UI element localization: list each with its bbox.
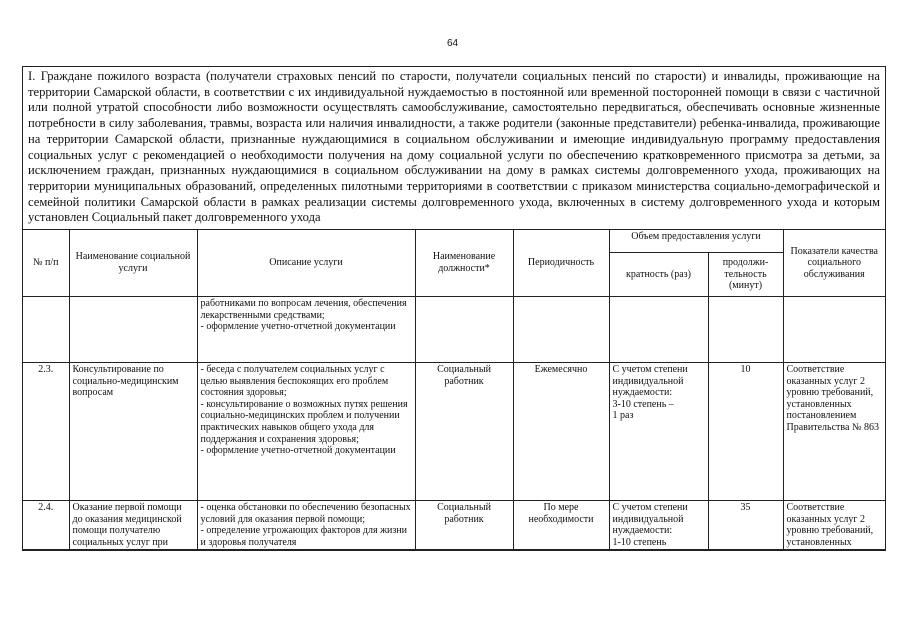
position-cell: Социальный работник [415, 501, 513, 550]
frequency-cell [609, 297, 708, 363]
header-num: № п/п [23, 230, 69, 297]
services-table [23, 230, 885, 550]
row-number-cell: 2.4. [23, 501, 69, 550]
services-table-frame [22, 66, 886, 551]
position-cell: Социальный работник [415, 363, 513, 501]
periodicity-cell: Ежемесячно [513, 363, 609, 501]
periodicity-cell: По мере необходимости [513, 501, 609, 550]
header-duration: продолжи- тельность (минут) [708, 253, 783, 297]
duration-cell: 10 [708, 363, 783, 501]
frequency-cell: С учетом степени индивидуальной нуждаемости: 1-10 степень [609, 501, 708, 550]
page-number: 64 [446, 38, 459, 49]
quality-indicators-cell: Соответствие оказанных услуг 2 уровню требований, установленных постановлением Правительства № 863 [783, 363, 885, 501]
header-service-name: Наименование социальной услуги [69, 230, 197, 297]
service-description-cell: - беседа с получателем социальных услуг с целью выявления беспокоящих его проблем состояния здоровья; - консультирование о возможных путях решения социально-медицинских проблем и получении практических навыков общего ухода для поддержания и сохранения здоровья; - оформление учетно-отчетной документации [197, 363, 415, 501]
row-number-cell: 2.3. [23, 363, 69, 501]
periodicity-cell [513, 297, 609, 363]
duration-cell: 35 [708, 501, 783, 550]
service-name-cell [69, 297, 197, 363]
header-periodicity: Периодичность [513, 230, 609, 297]
position-cell [415, 297, 513, 363]
quality-indicators-cell: Соответствие оказанных услуг 2 уровню требований, установленных [783, 501, 885, 550]
service-name-cell: Консультирование по социально-медицинским вопросам [69, 363, 197, 501]
service-description-cell: работниками по вопросам лечения, обеспечения лекарственными средствами; - оформление учетно-отчетной документации [197, 297, 415, 363]
service-description-cell: - оценка обстановки по обеспечению безопасных условий для оказания первой помощи; - определение угрожающих факторов для жизни и здоровья получателя [197, 501, 415, 550]
header-frequency: кратность (раз) [609, 253, 708, 297]
table-row [23, 501, 885, 550]
header-volume: Объем предоставления услуги [609, 230, 783, 253]
header-description: Описание услуги [197, 230, 415, 297]
category-description: I. Граждане пожилого возраста (получатели страховых пенсий по старости, получатели социальных пенсий по старости) и инвалиды, проживающие на территории Самарской области, в соответствии с их индивидуальной нуждаемостью в постоянной или временной посторонней помощи в связи с частичной или полной утратой способности либо возможности осуществлять самообслуживание, самостоятельно передвигаться, обеспечивать основные жизненные потребности в силу заболевания, травмы, возраста или наличия инвалидности, а также родители (законные представители) ребенка-инвалида, проживающие на территории Самарской области, признанные нуждающимися в социальном обслуживании и имеющие индивидуальную программу предоставления социальных услуг с рекомендацией о необходимости получения на дому социальной услуги по обеспечению кратковременного присмотра за детьми, за исключением граждан, признанных нуждающимися в социальном обслуживании на дому в рамках системы долговременного ухода, проживающих на территории муниципальных образований, определенных пилотными территориями в соответствии с приказом министерства социально-демографической и семейной политики Самарской области в рамках реализации системы долговременного ухода, включенных в систему долговременного ухода и которым установлен Социальный пакет долговременного ухода [23, 67, 885, 230]
table-row [23, 297, 885, 363]
quality-indicators-cell [783, 297, 885, 363]
table-header-row [23, 230, 885, 253]
service-name-cell: Оказание первой помощи до оказания медицинской помощи получателю социальных услуг при [69, 501, 197, 550]
header-position: Наименование должности* [415, 230, 513, 297]
table-body [23, 297, 885, 550]
duration-cell [708, 297, 783, 363]
row-number-cell [23, 297, 69, 363]
table-row [23, 363, 885, 501]
frequency-cell: С учетом степени индивидуальной нуждаемости: 3-10 степень – 1 раз [609, 363, 708, 501]
header-quality: Показатели качества социального обслуживания [783, 230, 885, 297]
